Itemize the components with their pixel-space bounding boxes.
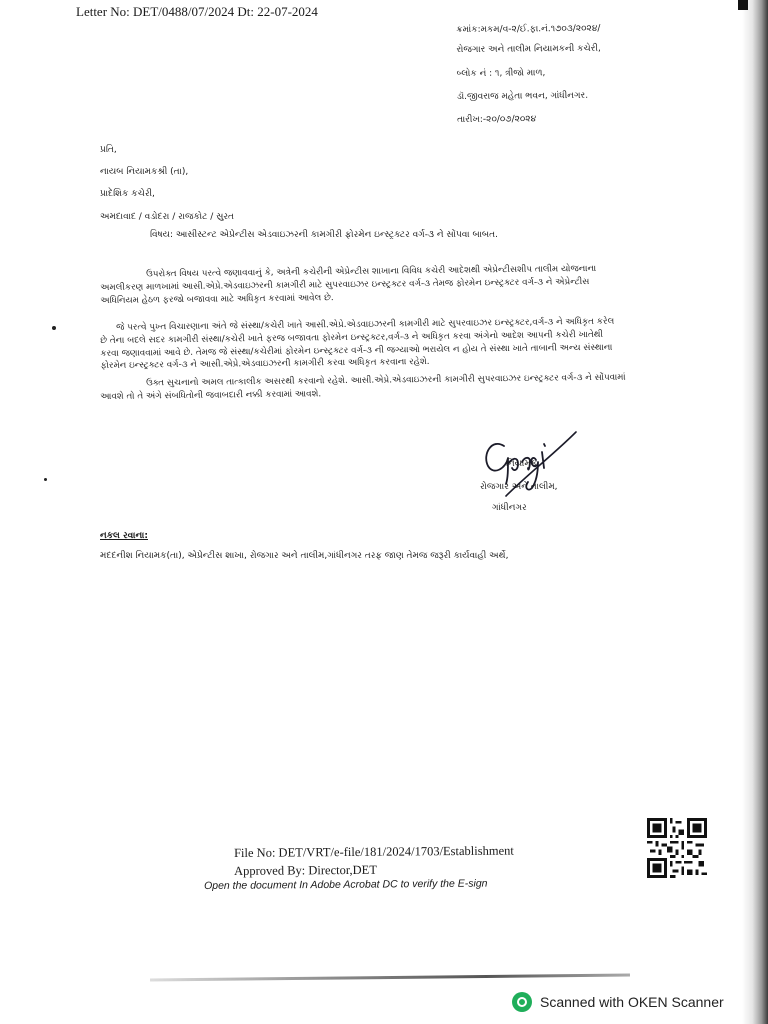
letter-date: તારીખ:-૨૦/૦૭/૨૦૨૪ bbox=[457, 114, 537, 126]
body-paragraph-3 bbox=[100, 371, 690, 404]
signatory-department: રોજગાર અને તાલીમ, bbox=[480, 482, 558, 492]
scan-edge-line bbox=[150, 973, 630, 981]
qr-code-icon bbox=[646, 818, 708, 878]
paragraph-line: અમલીકરણ માળખામાં આસી.એપ્રે.એડવાઇઝરની કામગીરી માટે સુપરવાઇઝર ઇન્સ્ટ્રક્ટર વર્ગ-૩ તેમજ ફોરમેન ઇન્સ્ટ્રક્ટર વર્ગ-૩ ને એપ્રેન્ટીસ bbox=[100, 276, 590, 293]
punch-hole-mark bbox=[52, 326, 56, 330]
punch-hole-mark bbox=[44, 478, 47, 481]
paragraph-line: ફોરમેન ઇન્સ્ટ્રક્ટર વર્ગ-૩ ને આસી.એપ્રે.એડવાઇઝરની કામગીરી કરવા અધિકૃત કરવાના રહેશે. bbox=[100, 357, 430, 372]
recipient-designation: નાયબ નિયામકશ્રી (તા), bbox=[100, 167, 189, 177]
letter-number: Letter No: DET/0488/07/2024 Dt: 22-07-2024 bbox=[76, 4, 318, 19]
recipient-to: પ્રતિ, bbox=[100, 145, 117, 155]
paragraph-line: ઉપરોક્ત વિષય પરત્વે જણાવવાનું કે, અત્રેની કચેરીની એપ્રેન્ટીસ શાખાના વિવિધ કચેરી આદેશથી એપ્રેન્ટીસશીપ તાલીમ યોજનાના bbox=[146, 263, 597, 280]
scanner-watermark bbox=[512, 988, 724, 1016]
sender-office: રોજગાર અને તાલીમ નિયામકની કચેરી, bbox=[456, 43, 601, 56]
oken-scanner-logo-icon bbox=[512, 992, 532, 1012]
paragraph-line: અધિનિયમ હેઠળ ફરજો બજાવવા માટે અધિકૃત કરવામાં આવેલ છે. bbox=[100, 292, 334, 306]
paragraph-line: ઉક્ત સુચનાનો અમલ તાત્કાલીક અસરથી કરવાનો રહેશે. આસી.એપ્રે.એડવાઇઝરની કામગીરી સુપરવાઇઝર ઇન્સ્ટ્રક્ટર વર્ગ-૩ ને સોંપવામાં bbox=[146, 372, 626, 389]
body-paragraph-2 bbox=[100, 315, 691, 373]
copy-to-heading: નકલ રવાના: bbox=[100, 531, 148, 541]
copy-to-body: મદદનીશ નિયામક(તા), એપ્રેન્ટીસ શાખા, રોજગાર અને તાલીમ,ગાંધીનગર તરફ જાણ તેમજ જરૂરી કાર્યવાહી અર્થે, bbox=[100, 551, 509, 561]
paragraph-line: કરવા જણાવવામાં આવે છે. તેમજ જે સંસ્થા/કચેરીમાં ફોરમેન ઇન્સ્ટ્રક્ટર વર્ગ-૩ ની જગ્યાઓ ભરાયેલ ન હોય તે સંસ્થા ખાતે તાબાની અન્ય સંસ્થાના bbox=[100, 342, 613, 359]
scanner-watermark-text: Scanned with OKEN Scanner bbox=[540, 994, 724, 1010]
paragraph-line: છે તેના બદલે સદર કામગીરી સંસ્થા/કચેરી ખાતે ફરજ બજાવતા ફોરમેન ઇન્સ્ટ્રક્ટર,વર્ગ-૩ ને અધિકૃત કરવા અંગેનો આદેશ આપની કચેરી ખાતેથી bbox=[100, 329, 604, 346]
verify-esign-note: Open the document In Adobe Acrobat DC to verify the E-sign bbox=[204, 877, 488, 892]
signatory-title: નિયામક bbox=[506, 459, 538, 469]
approved-by: Approved By: Director,DET bbox=[234, 862, 377, 878]
sender-building: ડૉ.જીવરાજ મહેતા ભવન, ગાંધીનગર. bbox=[456, 90, 589, 103]
subject-line: વિષય: આસીસ્ટન્ટ એપ્રેન્ટીસ એડવાઇઝરની કામગીરી ફોરમેન ઇન્સ્ટ્રક્ટર વર્ગ-૩ ને સોંપવા બાબત. bbox=[150, 230, 498, 240]
reference-number: ક્રમાંક:મકમ/વ-૨/ઈ.ફા.નં.૧૭૦૩/૨૦૨૪/ bbox=[456, 23, 601, 36]
body-paragraph-1 bbox=[100, 262, 690, 308]
file-number: File No: DET/VRT/e-file/181/2024/1703/Establishment bbox=[234, 843, 514, 860]
paragraph-line: જે પરત્વે પુખ્ત વિચારણાના અંતે જે સંસ્થા/કચેરી ખાતે આસી.એપ્રે.એડવાઇઝરની કામગીરી માટે સુપરવાઇઝર ઇન્સ્ટ્રક્ટર,વર્ગ-૩ ને અધિકૃત કરેલ bbox=[116, 316, 615, 333]
scan-corner-mark bbox=[738, 0, 748, 10]
recipient-office: પ્રાદેશિક કચેરી, bbox=[100, 189, 155, 199]
recipient-cities: અમદાવાદ / વડોદરા / રાજકોટ / સુરત bbox=[100, 212, 235, 222]
sender-block-floor: બ્લોક નં : ૧, ત્રીજો માળ, bbox=[456, 68, 546, 80]
signatory-place: ગાંધીનગર bbox=[492, 503, 527, 513]
paragraph-line: આવશે તો તે અંગે સંબધિતોની જવાબદારી નક્કી કરવામાં આવશે. bbox=[100, 389, 322, 402]
scan-page-edge bbox=[742, 0, 768, 1024]
